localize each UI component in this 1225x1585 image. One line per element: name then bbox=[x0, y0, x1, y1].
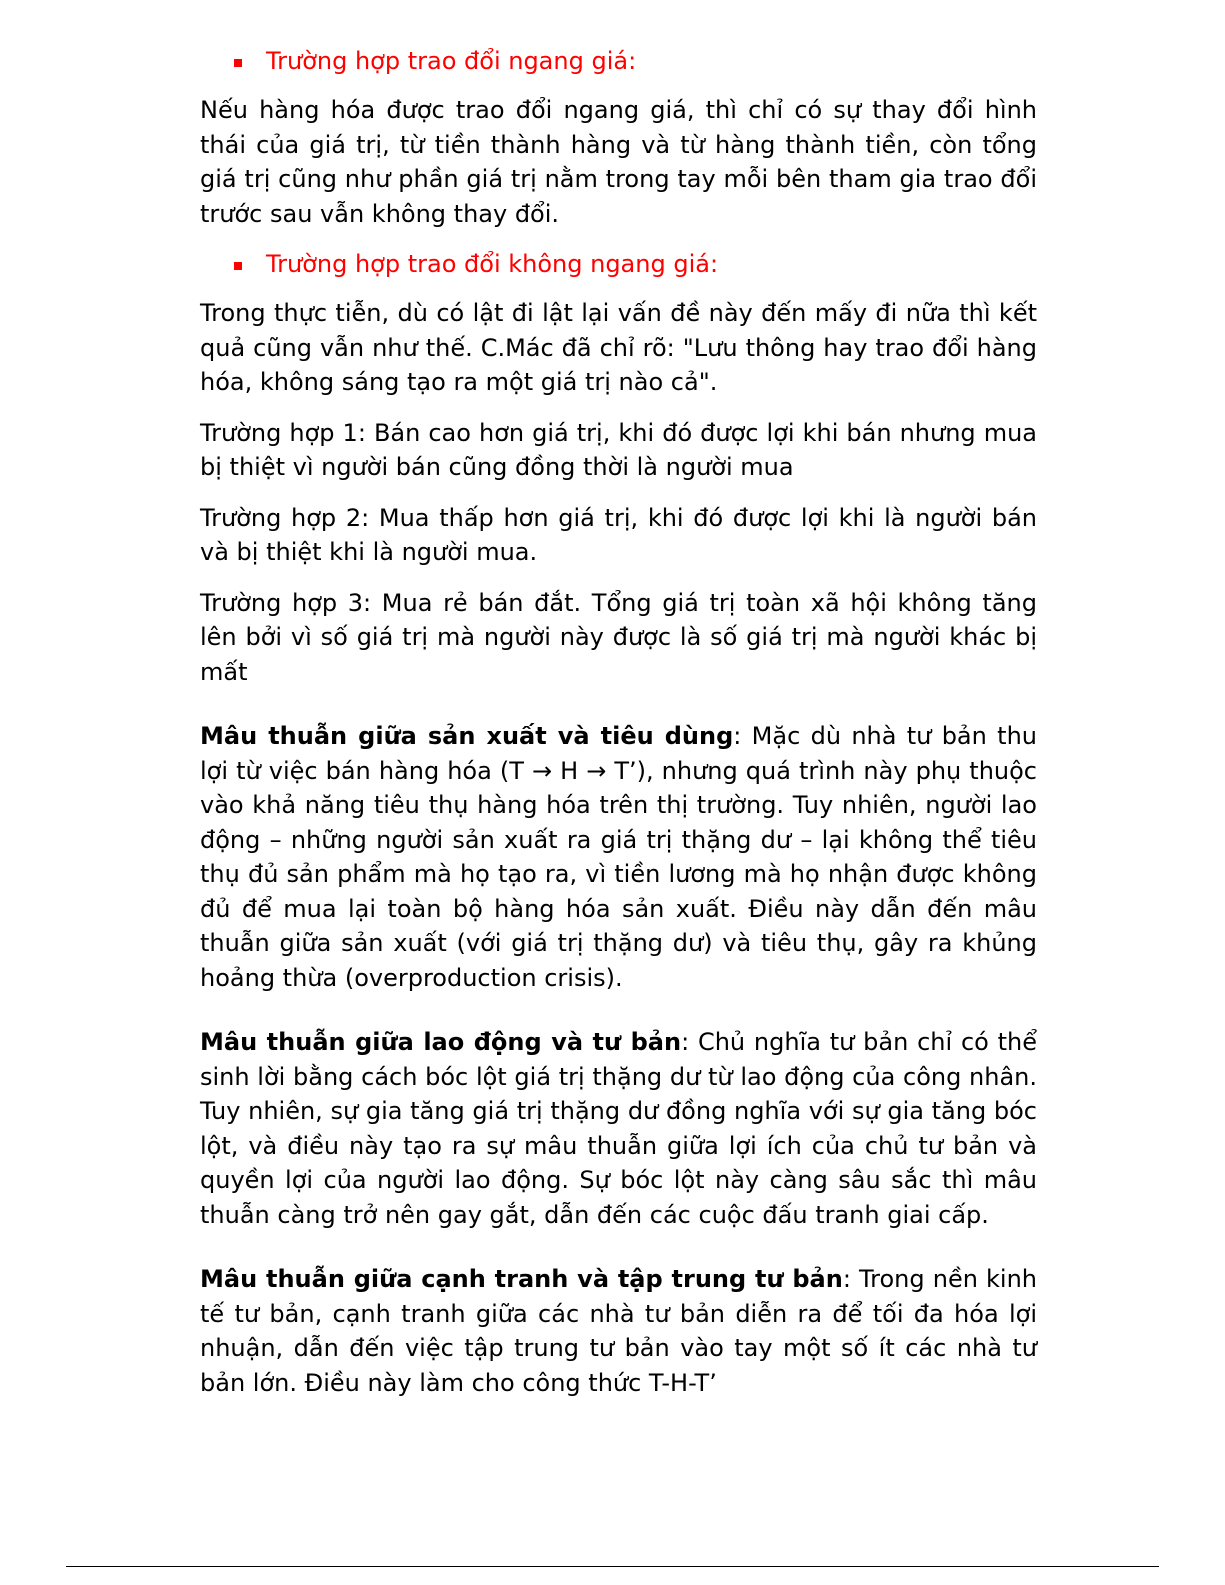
paragraph-unequal-exchange: Trong thực tiễn, dù có lật đi lật lại vấn đề này đến mấy đi nữa thì kết quả cũng vẫn như thế. C.Mác đã chỉ rõ: "Lưu thông hay trao đổi hàng hóa, không sáng tạo ra một giá trị nào cả". bbox=[200, 299, 1037, 396]
page-bottom-rule bbox=[66, 1566, 1159, 1567]
document-page bbox=[200, 44, 1037, 1416]
paragraph-case-3: Trường hợp 3: Mua rẻ bán đắt. Tổng giá trị toàn xã hội không tăng lên bởi vì số giá trị mà người này được là số giá trị mà người khác bị mất bbox=[200, 588, 1037, 686]
section-title: Mâu thuẫn giữa lao động và tư bản bbox=[200, 1028, 682, 1056]
bullet-heading-unequal-exchange bbox=[200, 247, 1037, 282]
section-competition-concentration bbox=[200, 1262, 1037, 1400]
section-labor-capital bbox=[200, 1025, 1037, 1232]
section-body: : Trong nền kinh tế tư bản, cạnh tranh giữa các nhà tư bản diễn ra để tối đa hóa lợi nhuận, dẫn đến việc tập trung tư bản vào tay một số ít các nhà tư bản lớn. Điều này làm cho công thức T-H-T’ bbox=[200, 1265, 1037, 1397]
paragraph-equal-exchange: Nếu hàng hóa được trao đổi ngang giá, thì chỉ có sự thay đổi hình thái của giá trị, từ tiền thành hàng và từ hàng thành tiền, còn tổng giá trị cũng như phần giá trị nằm trong tay mỗi bên tham gia trao đổi trước sau vẫn không thay đổi. bbox=[200, 96, 1037, 228]
bullet-heading-text: Trường hợp trao đổi ngang giá: bbox=[266, 47, 637, 75]
section-production-consumption bbox=[200, 719, 1037, 995]
bullet-heading-text: Trường hợp trao đổi không ngang giá: bbox=[266, 250, 719, 278]
square-bullet-icon bbox=[234, 59, 242, 67]
bullet-heading-equal-exchange bbox=[200, 44, 1037, 79]
section-body: : Mặc dù nhà tư bản thu lợi từ việc bán hàng hóa (T → H → T’), nhưng quá trình này phụ thuộc vào khả năng tiêu thụ hàng hóa trên thị trường. Tuy nhiên, người lao động – những người sản xuất ra giá trị thặng dư – lại không thể tiêu thụ đủ sản phẩm mà họ tạo ra, vì tiền lương mà họ nhận được không đủ để mua lại toàn bộ hàng hóa sản xuất. Điều này dẫn đến mâu thuẫn giữa sản xuất (với giá trị thặng dư) và tiêu thụ, gây ra khủng hoảng thừa (overproduction crisis). bbox=[200, 722, 1037, 992]
section-title: Mâu thuẫn giữa cạnh tranh và tập trung tư bản bbox=[200, 1265, 843, 1293]
paragraph-case-1: Trường hợp 1: Bán cao hơn giá trị, khi đó được lợi khi bán nhưng mua bị thiệt vì người bán cũng đồng thời là người mua bbox=[200, 418, 1037, 481]
section-body: : Chủ nghĩa tư bản chỉ có thể sinh lời bằng cách bóc lột giá trị thặng dư từ lao động của công nhân. Tuy nhiên, sự gia tăng giá trị thặng dư đồng nghĩa với sự gia tăng bóc lột, và điều này tạo ra sự mâu thuẫn giữa lợi ích của chủ tư bản và quyền lợi của người lao động. Sự bóc lột này càng sâu sắc thì mâu thuẫn càng trở nên gay gắt, dẫn đến các cuộc đấu tranh giai cấp. bbox=[200, 1028, 1038, 1229]
square-bullet-icon bbox=[234, 262, 242, 270]
paragraph-case-2: Trường hợp 2: Mua thấp hơn giá trị, khi đó được lợi khi là người bán và bị thiệt khi là người mua. bbox=[200, 503, 1037, 566]
section-title: Mâu thuẫn giữa sản xuất và tiêu dùng bbox=[200, 722, 734, 750]
